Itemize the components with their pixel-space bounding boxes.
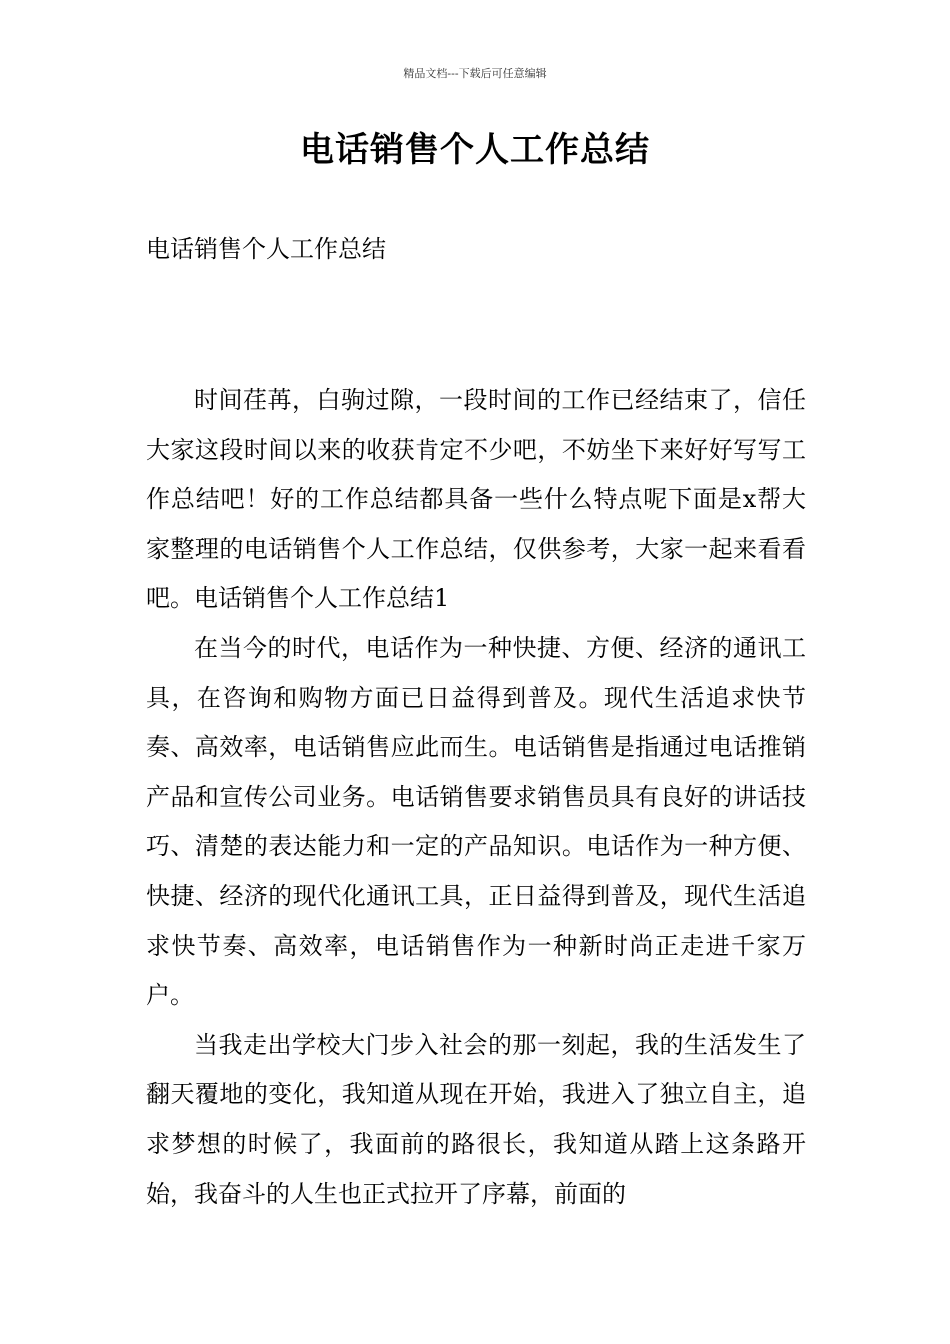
page-header-note: 精品文档---下载后可任意编辑 [403,67,547,80]
paragraph-phone-sales: 在当今的时代，电话作为一种快捷、方便、经济的通讯工具，在咨询和购物方面已日益得到普及。现代生活追求快节奏、高效率，电话销售应此而生。电话销售是指通过电话推销产品和宣传公司业务。电话销售要求销售员具有良好的讲话技巧、清楚的表达能力和一定的产品知识。电话作为一种方便、快捷、经济的现代化通讯工具，正日益得到普及，现代生活追求快节奏、高效率，电话销售作为一种新时尚正走进千家万户。 [146,633,806,1010]
document-body [146,376,806,1219]
paragraph-personal: 当我走出学校大门步入社会的那一刻起，我的生活发生了翻天覆地的变化，我知道从现在开始，我进入了独立自主，追求梦想的时候了，我面前的路很长，我知道从踏上这条路开始，我奋斗的人生也正式拉开了序幕，前面的 [146,1030,806,1208]
document-subtitle: 电话销售个人工作总结 [146,235,386,263]
paragraph-intro: 时间荏苒，白驹过隙，一段时间的工作已经结束了，信任大家这段时间以来的收获肯定不少吧，不妨坐下来好好写写工作总结吧！好的工作总结都具备一些什么特点呢下面是x帮大家整理的电话销售个人工作总结，仅供参考，大家一起来看看吧。电话销售个人工作总结1 [146,386,806,613]
document-title: 电话销售个人工作总结 [300,130,650,170]
